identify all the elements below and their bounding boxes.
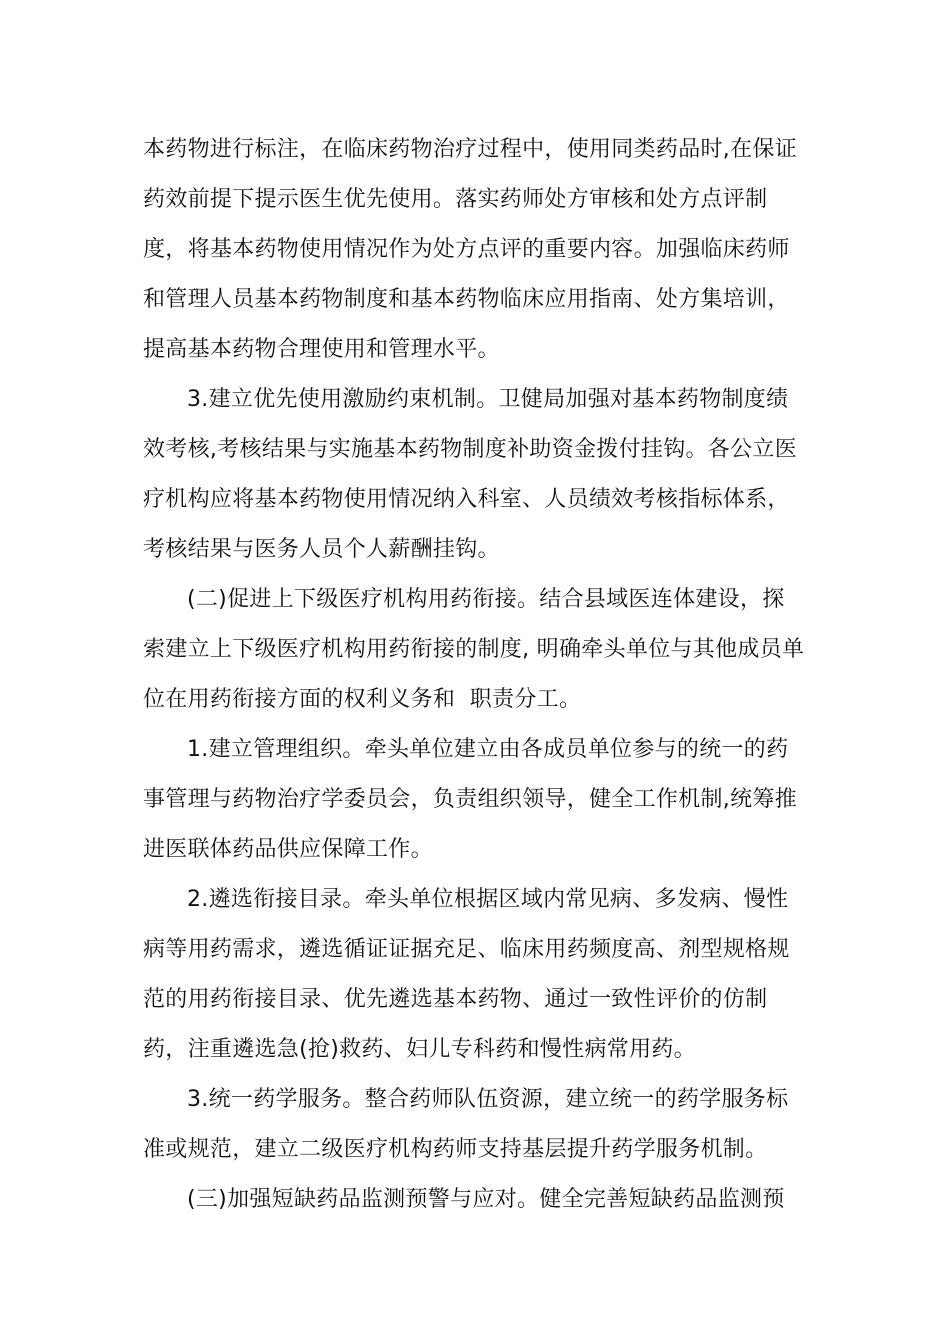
text-line: 事管理与药物治疗学委员会，负责组织领导，健全工作机制,统筹推 — [143, 787, 797, 812]
paragraph-start-line: 2.遴选衔接目录。牵头单位根据区域内常见病、多发病、慢性 — [187, 887, 789, 912]
text-line: 药效前提下提示医生优先使用。落实药师处方审核和处方点评制 — [143, 187, 768, 212]
text-line: 本药物进行标注，在临床药物治疗过程中，使用同类药品时,在保证 — [143, 137, 797, 162]
paragraph-start-line: 1.建立管理组织。牵头单位建立由各成员单位参与的统一的药 — [187, 737, 789, 762]
paragraph-start-line: (二)促进上下级医疗机构用药衔接。结合县域医连体建设，探 — [187, 587, 785, 612]
text-line: 范的用药衔接目录、优先遴选基本药物、通过一致性评价的仿制 — [143, 987, 768, 1012]
text-line: 药，注重遴选急(抢)救药、妇儿专科药和慢性病常用药。 — [143, 1037, 696, 1062]
paragraph-start-line: (三)加强短缺药品监测预警与应对。健全完善短缺药品监测预 — [187, 1187, 785, 1212]
paragraph-start-line: 3.统一药学服务。整合药师队伍资源，建立统一的药学服务标 — [187, 1087, 789, 1112]
text-line: 病等用药需求，遴选循证证据充足、临床用药频度高、剂型规格规 — [143, 937, 790, 962]
text-line: 度，将基本药物使用情况作为处方点评的重要内容。加强临床药师 — [143, 237, 790, 262]
text-line: 进医联体药品供应保障工作。 — [143, 837, 433, 862]
text-line: 疗机构应将基本药物使用情况纳入科室、人员绩效考核指标体系， — [143, 487, 790, 512]
text-line: 提高基本药物合理使用和管理水平。 — [143, 337, 500, 362]
text-line: 准或规范，建立二级医疗机构药师支持基层提升药学服务机制。 — [143, 1137, 768, 1162]
text-line: 位在用药衔接方面的权利义务和 职责分工。 — [143, 687, 582, 712]
text-line: 索建立上下级医疗机构用药衔接的制度, 明确牵头单位与其他成员单 — [143, 637, 805, 662]
text-line: 和管理人员基本药物制度和基本药物临床应用指南、处方集培训， — [143, 287, 790, 312]
text-line: 考核结果与医务人员个人薪酬挂钩。 — [143, 537, 500, 562]
paragraph-start-line: 3.建立优先使用激励约束机制。卫健局加强对基本药物制度绩 — [187, 387, 789, 412]
text-line: 效考核,考核结果与实施基本药物制度补助资金拨付挂钩。各公立医 — [143, 437, 797, 462]
document-body — [143, 125, 813, 1225]
